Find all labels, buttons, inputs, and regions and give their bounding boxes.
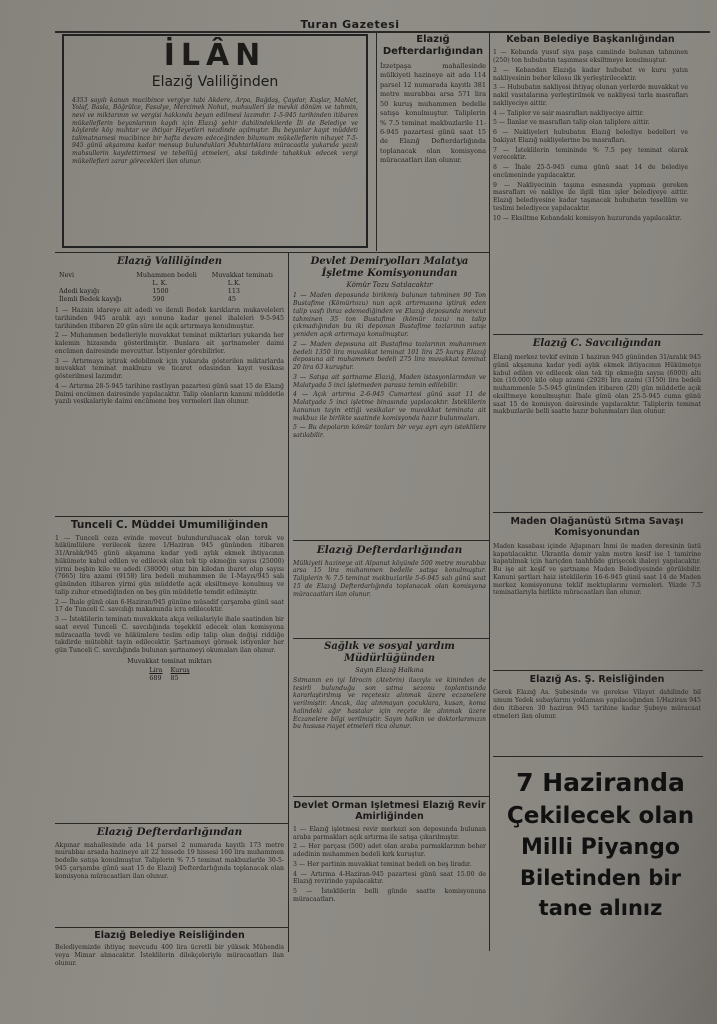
table-row <box>145 674 193 682</box>
column-divider <box>288 252 289 952</box>
reis-as-text: Gerek Elazığ As. Şubesinde ve gerekse Vilayet dahilinde bil umum Yedek subaylarını yoklaması yapılacağından 1/Haziran 945 den itibaren 30 haziran 945 tarihine kadar Şubeye müracaat etmeleri ilan olunur. <box>493 689 701 720</box>
demiryol-body <box>293 292 486 440</box>
section-rule <box>293 540 489 541</box>
table-cell: Adedi kayığı <box>59 287 100 295</box>
defterdar-2-text: Mülkiyeti hazineye ait Alpanut köyünde 500 metre murabbaı arsa 15 lira muhammen bedelle satışa konulmuştur. Taliplerin % 7.5 teminat makbuzlarile 5-6-945 salı günü saat 15 de Elazığ Defterdarlığında toplanacak olan komisyona müracaatları ilan olunur. <box>293 559 486 598</box>
table-header: Nevi <box>59 271 75 279</box>
piyango-line: Milli Piyango <box>520 835 681 860</box>
maden-notice <box>493 516 701 666</box>
valilik-item: 4 — Artırma 28-5-945 tarihine rastlıyan pazartesi günü saat 15 de Elazığ Daimi encümen dairesinde yapılacaktır. Talip olanların kanuni müddetle yazılı vesikalariyle daimi encümene beş vermeleri ilan olunur. <box>55 382 284 406</box>
section-rule <box>55 927 288 928</box>
tunceli-body <box>55 535 284 655</box>
orman-body <box>293 826 486 904</box>
saglik-salute: Sayın Elazığ Halkına <box>355 666 424 674</box>
ilan-box <box>62 34 368 248</box>
piyango-line: tane alınız <box>538 896 663 920</box>
ilan-title: İLÂN <box>163 38 267 73</box>
savci-title: Elazığ C. Savcılığından <box>532 338 662 349</box>
tunceli-title: Tunceli C. Müddei Umumiliğinden <box>70 519 269 531</box>
section-rule <box>55 823 288 824</box>
orman-item: 3 — Her partinin muvakkat teminat bedeli on beş liradır. <box>293 860 472 868</box>
section-rule <box>493 670 703 671</box>
demiryol-item: 3 — Satışa ait şartname Elazığ, Maden istasyonlarından ve Malatyada 5 inci işletmeden parasız temin edilebilir. <box>293 373 486 389</box>
ilan-text: 4353 sayılı kanun mucibince vergiye tabi Akdere, Arpa, Bağdaş, Çaydar, Kuşlar, Mahlet, Yolaf, Basla, Böğrülce, Fasulye, Mercimek Nohut, mahsulleri ile mevkii dönüm ve tahmin, nevi ve miktarının ve vergisi hakkında beyan edilmesi lazımdır. 1-5-945 tarihinden itibaren mükelleflerin beyanlarının kaydı için Elazığ şehir dahilindekilerde İli de Belediye ve köylerde köy muhtar ve ihtiyar Heyetleri nezdinde açılmıştır. Bu beyanlar kayıt müddeti talimatnamesi mucibince bir hafta devam edeceğinden bilumum mükelleflerin nihayet 7-5-945 günü akşamına kadar mensup bulundukları Muhtarlıklara müracaatla yukarıda yazılı mahsullerin kaydettirmesi ve tebellüğ etmeleri, aksi takdirde tahakkuk edecek vergi mükellefleri zarar görecekleri ilan olunur. <box>72 96 358 165</box>
demiryol-item: 1 — Maden deposunda birikmiş bulunan tahminen 90 Ton Bustafime (Kömürtozu) nun açık artırmasına iştirak eden talip vasfı ihraz edemediğinden ve Elazığ deposunda mevcut tahminen 35 ton Bustafime (kömür tozu) na talip çıkmadığından bu iki deponun Bustafime tozlarının satışı yeniden açık artırmaya konulmuştur. <box>293 292 486 339</box>
table-header: Lira <box>149 665 163 674</box>
belediye-text: Belediyemizde ihtiyaç mevcudu 400 lira ücretli bir yüksek Mühendis veya Mimar alınacaktır. İsteklilerin dilekçeleriyle müracaatları ilan olunur. <box>55 944 284 967</box>
saglik-text: Sıtmanın en iyi İdrocin (Atebrin) ilacıyla ve kininden de tesirli bulunduğu son sıtma sezonu toplantısında kararlaştırılmış ve reçetesiz alınmak üzere eczanelere verilmiştir. Ancak, ilaç alınmayan çocuklara, kusan, koma halindeki ağır hastalar için reçete ile alınmak üzere Eczanelere bilgi verilmiştir. Sayın halkın ve doktorlarımızın bu hususa riayet etmeleri rica olunur. <box>293 676 486 731</box>
valilik-notice <box>55 256 284 514</box>
maden-text: Maden kasabası içinde Ağapınarı İnmi ile maden deresinin üstü kapatılacaktır. Ukrantla demir yalın metre kesif ise 1 tamirine kapatılmak için hariçden taahhüde girişecek ihaleyi yapılacaktır. Bu işe ait keşif ve şartname Maden Belediyesinde görülebilir. Kanuni şartları haiz isteklilerin 16-6-945 günü saat 14 de Maden merkez komisyonuna teklif mektuplarını vermeleri. Yüzde 7.5 teminatlarıyla birlikte müracaatları ilan olunur. <box>493 542 701 597</box>
table-cell: 590 <box>152 295 165 303</box>
column-divider <box>376 31 377 251</box>
defterdar-2-title: Elazığ Defterdarlığından <box>316 544 463 556</box>
table-cell: 1500 <box>152 287 169 295</box>
section-rule <box>493 334 703 335</box>
keban-body <box>493 49 688 222</box>
demiryol-notice <box>293 256 486 536</box>
demiryol-subtitle: Kömür Tozu Satılacaktır <box>346 281 433 289</box>
table-header-row <box>55 271 284 279</box>
table-row <box>55 287 284 295</box>
table-row <box>55 295 284 303</box>
belediye-title: Elazığ Belediye Reisliğinden <box>94 930 245 941</box>
table-unit-row <box>55 279 284 287</box>
piyango-ad <box>493 760 708 960</box>
table-header: Muvakkat teminatı <box>211 271 273 279</box>
keban-item: 9 — Nakliyecinin taşıma esnasında yapması gereken masrafları ve nakliye ile ilgili tüm işler belediyeye aittir. Elazığ belediyesine kadar taşınacak hububatın tesellüm ve teslimi belediyece yapılacaktır. <box>493 181 688 212</box>
keban-item: 8 — İhale 25-5-945 cuma günü saat 14 de belediye encümeninde yapılacaktır. <box>493 164 688 179</box>
orman-title: Devlet Orman İşletmesi Elazığ Revir Amirliğinden <box>293 800 486 823</box>
defterdar-3-text: Akpınar mahallesinde ada 14 parsel 2 numarada kayıtlı 173 metre murabbaı arsada hazineye ait 22 hissede 19 hissesi 160 lira muhammen bedelle satışa konulmuştur. Taliplerin % 7.5 teminat makbuzlarile 30-5-945 çarşamba günü saat 15 de Elazığ Defterdarlığında toplanacak olan komisyona müracaatları ilan olunur. <box>55 841 284 880</box>
defterdar-1-text: İzzetpaşa mahallesinde mülkiyeti hazineye ait ada 114 parsel 12 numarada kayıtlı 381 metre murabbaı arsa 571 lira 50 kuruş muhammen bedelle satışa konulmuştur. Taliplerin % 7.5 teminat makbuzlarile 11-6-945 pazartesi günü saat 15 de Elazığ Defterdarlığında toplanacak olan komisyona müracaatları ilan olunur. <box>380 62 486 165</box>
keban-notice <box>493 34 688 332</box>
reis-as-notice <box>493 674 701 754</box>
ilan-subtitle: Elazığ Valiliğinden <box>151 74 279 90</box>
orman-item: 2 — Her parçası (500) adet olan araba parmaklarının beher adedinin muhammen bedeli kırk kuruştur. <box>293 843 486 859</box>
section-rule <box>493 512 703 513</box>
table-cell: İlemli Bedek kayığı <box>59 295 122 303</box>
orman-item: 4 — Artırma 4-Haziran-945 pazartesi günü saat 15.00 de Elazığ revirinde yapılacaktır. <box>293 870 486 886</box>
savci-notice <box>493 338 701 508</box>
table-unit: L. K. <box>152 279 168 287</box>
table-header: Kuruş <box>170 665 190 674</box>
section-rule <box>293 796 489 797</box>
demiryol-title: Devlet Demiryolları Malatya İşletme Komisyonundan <box>310 256 469 279</box>
keban-item: 6 — Nakliyeleri hububatın Elazığ belediye bedelleri ve bakiyat Elazığ nakliyelerine bu masrafları. <box>493 129 688 144</box>
tunceli-item: 1 — Tunceli ceza evinde mevcut bulunduruluacak olan toruk ve hükümlülere verilecek üzere 1/Haziran 945 gününden itibaren 31/Aralık/945 günü akşamına kadar yedi aylık ekmek ihtiyacının hükümete kabul edilen ve edilecek olan tek tip ekmeğin sayısı (25000) yirmi beşbin kilo ve adedi (38000) otuz bin kilodan ibaret olup sayısı (7665) lira azami (9158) lira bedeli muhammen ile 1-Mayıs/945 salı gününden itibaren yirmi gün müddetle açık eksiltmeye konulmuş ve talip zuhur etmediğinden on beş gün müddetle temdit edilmiştir. <box>55 534 284 596</box>
savci-text: Elazığ merkez tevkif evinin 1 haziran 945 gününden 31/aralık 945 günü akşamına kadar yedi aylık ekmek ihtiyacının Hükümetçe kabul edilen ve edilecek olan tek tip ekmeğin sayısı (6000) altı bin (10.000) kilo olup azami (2928) lira azami (3150) lira bedeli muhammenle 5-5-945 gününden itibaren (20) gün müddetle açık eksiltmeye konulmuştur. İhale günü olan 25-5-945 cuma günü saat 15 de komisyon dairesinde yapılacaktır. Taliplerin teminat makbuzlarile belli saatte hazır bulunmaları ilan olunur. <box>493 354 701 416</box>
defterdar-3-title: Elazığ Defterdarlığından <box>96 826 243 838</box>
newspaper-masthead: Turan Gazetesi <box>300 18 400 31</box>
saglik-notice <box>293 641 486 793</box>
tunceli-item: 3 — İsteklilerin teminatı muvakkata akça veikalariyle ihale saatinden bir saat evvel Tunceli C. savcılığında teşekkül edecek olan komisyona müracaatla tevdi ve hükümlere teslim edip talip olan değişi riddiğe takdirde mütebhit tayin edilecektir. Şartnameyi görmek istiyenler her gün Tunceli C. savcılığında bulunan şartnameyi okumaları ilan olunur. <box>55 616 284 655</box>
section-rule <box>55 252 489 253</box>
keban-item: 10 — Eksiltme Kebandaki komisyon huzurunda yapılacaktır. <box>493 214 682 222</box>
orman-item: 5 — İsteklilerin belli günde saatte komisyonuna müracaatları. <box>293 888 486 903</box>
table-cell: 113 <box>227 287 240 295</box>
tunceli-notice <box>55 519 284 821</box>
keban-item: 7 — İsteklilerin temininde % 7.5 pey teminat olarak verecektir. <box>493 146 688 162</box>
tunceli-miktar-label: Muvakkat teminat miktarı <box>127 656 212 665</box>
orman-notice <box>293 800 486 980</box>
section-rule <box>493 756 703 757</box>
demiryol-item: 4 — Açık artırma 2-6-945 Cumartesi günü saat 11 de Malatyada 5 inci işletme binasında yapılacaktır. İsteklilerin kanunun tayin ettiği vesikalar ve muvakkat teminata ait makbuz ile birlikte saatinde komisyonda hazır bulunmaları. <box>293 391 486 422</box>
keban-item: 3 — Hububatın nakliyesi ihtiyaç olunan yerlerde muvakkat ve nakil vasıtalarına yerleştirilmek ve nakliyesi tarla masrafları nakliyeciye aittir. <box>493 84 688 107</box>
table-cell: 85 <box>170 673 179 682</box>
maden-title: Maden Olağanüstü Sıtma Savaşı Komisyonundan <box>510 516 684 539</box>
section-rule <box>55 516 288 517</box>
piyango-line: Biletinden bir <box>520 866 681 890</box>
table-cell: 689 <box>149 673 162 682</box>
table-unit: L.K. <box>227 279 241 287</box>
table-header: Muhammen bedeli <box>136 271 197 279</box>
keban-item: 4 — Talipler ve sair masrafları nakliyeciye aittir. <box>493 109 644 117</box>
reis-as-title: Elazığ As. Ş. Reisliğinden <box>529 674 665 685</box>
table-header-row <box>145 666 193 674</box>
saglik-title: Sağlık ve sosyal yardım Müdürlüğünden <box>324 641 455 664</box>
keban-item: 5 — İlanlar ve masrafları talip olan taliplere aittir. <box>493 119 650 127</box>
belediye-notice <box>55 930 284 980</box>
keban-title: Keban Belediye Başkanlığından <box>506 34 675 45</box>
valilik-item: 3 — Artırmaya iştirak edebilmek için yukarıda gösterilen miktarlarda muvakkat teminat makbuzu ve ticaret odasından kayıt vesikası gösterilmesi lazımdır. <box>55 357 284 380</box>
defterdar-notice-3 <box>55 826 284 926</box>
keban-item: 2 — Kebandan Elazığa kadar hububat ve kuru yatın nakliyesinin beher kilosu ilk yerleştirilecektir. <box>493 66 688 82</box>
table-cell: 45 <box>227 295 236 303</box>
defterdar-notice-1 <box>380 34 486 249</box>
piyango-line: Çekilecek olan <box>506 803 695 829</box>
valilik-table <box>55 271 284 303</box>
defterdar-notice-2 <box>293 544 486 636</box>
demiryol-item: 5 — Bu depoların kömür tozları bir veya ayrı ayrı isteklilere satılabilir. <box>293 424 486 440</box>
valilik-item: 1 — Hazain idareye ait adedi ve ilemli Bedek karıkların mukaveleleri tarihinden 945 aralık ayı sonuna kadar genel ihaleleri 9-5-945 tarihinden itibaren 20 gün süre ile açık artırmaya konulmuştur. <box>55 307 284 330</box>
keban-item: 1 — Kebanda yusuf siya paşa camiinde bulunan tahminen (250) ton hububatın taşınması eksiltmeye konulmuştur. <box>493 49 688 65</box>
tunceli-miktar-table <box>145 666 193 682</box>
valilik-body <box>55 307 284 406</box>
masthead-rule <box>55 31 710 33</box>
section-rule <box>293 638 489 639</box>
orman-item: 1 — Elazığ işletmesi revir merkezi son deposunda bulunan araba parmakları açık artırma ile satışa çıkarılmıştır. <box>293 825 486 841</box>
demiryol-item: 2 — Maden deposuna ait Bustafima tozlarının muhammen bedeli 1350 lira muvakkat teminat 101 lira 25 kuruş Elazığ deposuna ait muhammen bedeli 275 lira muvakkat teminat 20 lira 63 kuruştur. <box>293 340 486 372</box>
valilik-item: 2 — Muhammen bedelleriyle muvakkat teminat miktarları yukarıda her kalemin hizasında gösterilmiştir. Bunlara ait şartnameler daimi encümen dairesinde mevcuttur. İstiyenler görebilirler. <box>55 332 284 355</box>
column-divider <box>489 31 490 951</box>
defterdar-1-title: Elazığ Defterdarlığından <box>382 34 484 57</box>
piyango-line: 7 Haziranda <box>516 768 685 797</box>
tunceli-item: 2 — İhale günü olan 6-Haziran/945 gününe müsadif çarşamba günü saat 17 de Tunceli C. savcılığı makamında icra edilecektir. <box>55 598 284 614</box>
valilik-title: Elazığ Valiliğinden <box>116 256 223 267</box>
